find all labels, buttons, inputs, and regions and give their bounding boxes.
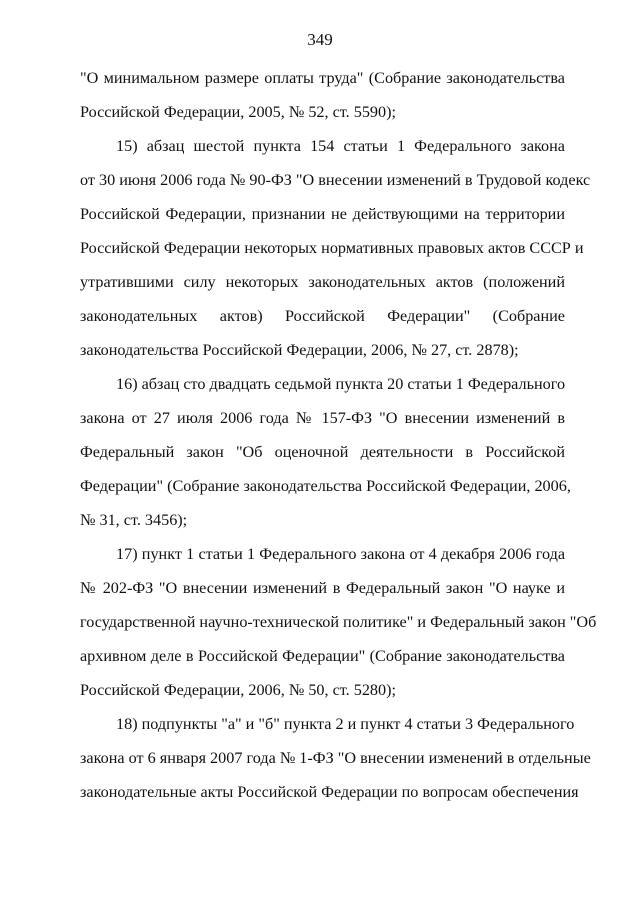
text-line: закона от 27 июля 2006 года № 157-ФЗ "О внесении изменений в	[80, 409, 565, 427]
text-line: Федерации" (Собрание законодательства Российской Федерации, 2006,	[80, 477, 571, 495]
text-line: законодательных актов) Российской Федерации" (Собрание	[80, 307, 565, 325]
document-body	[80, 63, 597, 811]
page-number: 349	[307, 30, 333, 49]
text-line: № 202-ФЗ "О внесении изменений в Федеральный закон "О науке и	[80, 579, 565, 597]
text-line: 17) пункт 1 статьи 1 Федерального закона от 4 декабря 2006 года	[116, 545, 565, 563]
text-line: № 31, ст. 3456);	[80, 511, 188, 529]
text-line: Российской Федерации, 2005, № 52, ст. 5590);	[80, 103, 397, 121]
text-line: Российской Федерации, 2006, № 50, ст. 5280);	[80, 681, 397, 699]
text-line: 16) абзац сто двадцать седьмой пункта 20 статьи 1 Федерального	[116, 375, 566, 393]
text-line: законодательные акты Российской Федерации по вопросам обеспечения	[80, 783, 579, 801]
text-line: государственной научно-технической политике" и Федеральный закон "Об	[80, 613, 597, 631]
text-line: Российской Федерации, признании не действующими на территории	[80, 205, 565, 223]
text-line: законодательства Российской Федерации, 2006, № 27, ст. 2878);	[80, 341, 519, 359]
text-line: от 30 июня 2006 года № 90-ФЗ "О внесении изменений в Трудовой кодекс	[80, 171, 591, 189]
text-line: архивном деле в Российской Федерации" (Собрание законодательства	[80, 647, 565, 665]
text-line: закона от 6 января 2007 года № 1-ФЗ "О внесении изменений в отдельные	[80, 749, 591, 767]
text-line: 18) подпункты "а" и "б" пункта 2 и пункт 4 статьи 3 Федерального	[116, 715, 575, 733]
text-line: "О минимальном размере оплаты труда" (Собрание законодательства	[80, 69, 565, 87]
text-line: 15) абзац шестой пункта 154 статьи 1 Федерального закона	[116, 137, 565, 155]
text-line: Федеральный закон "Об оценочной деятельности в Российской	[80, 443, 565, 461]
text-line: утратившими силу некоторых законодательных актов (положений	[80, 273, 565, 291]
text-line: Российской Федерации некоторых нормативных правовых актов СССР и	[80, 239, 584, 257]
